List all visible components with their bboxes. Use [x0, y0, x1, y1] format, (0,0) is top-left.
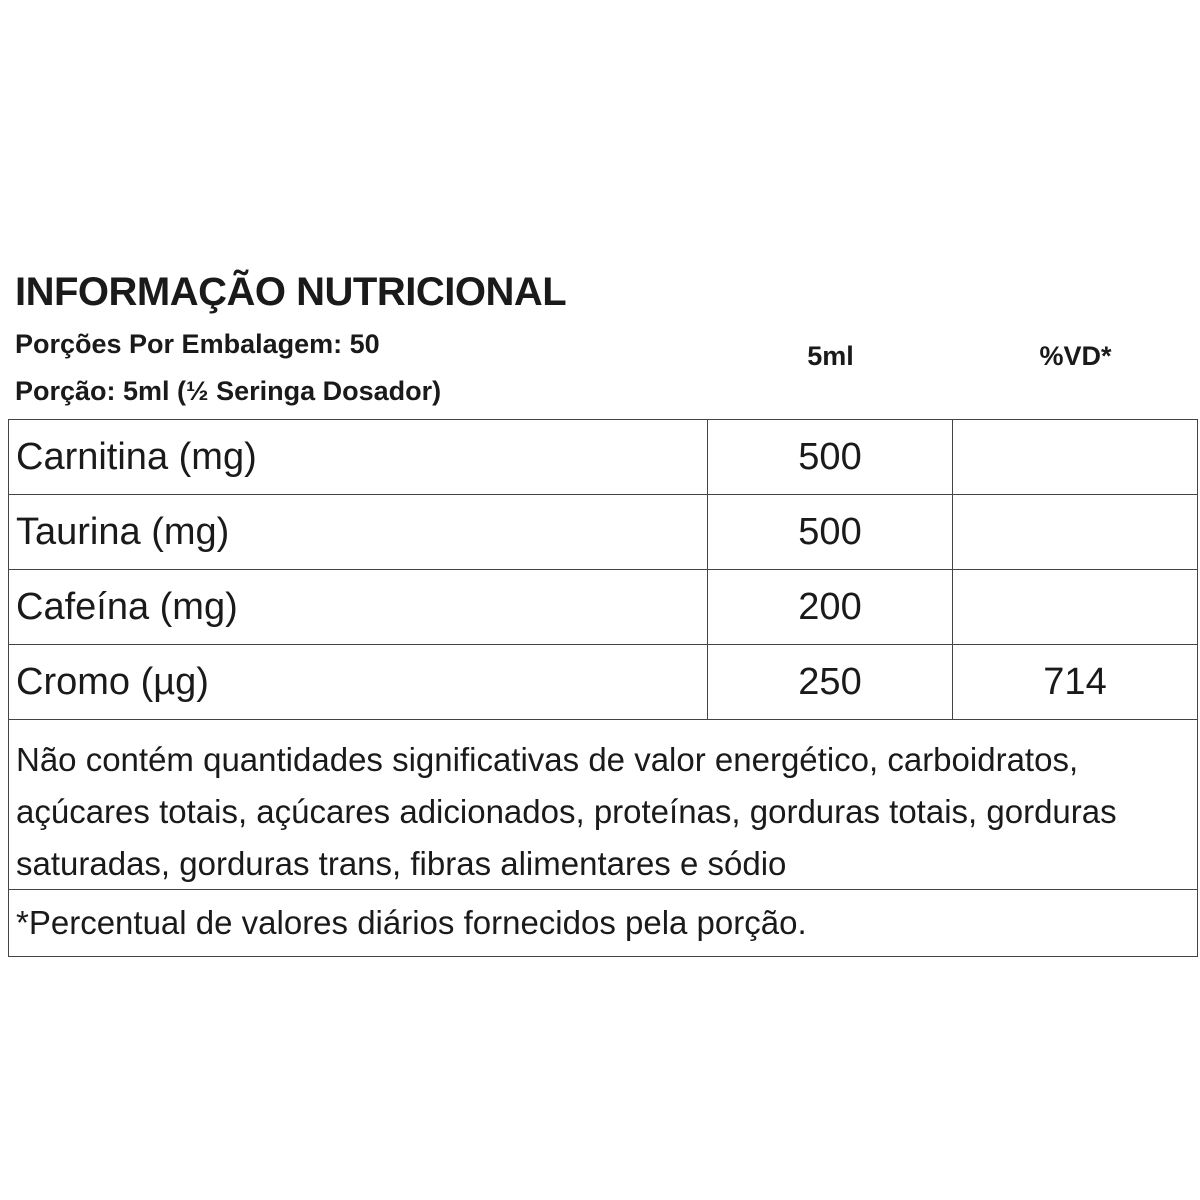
nutrient-amount: 250	[708, 645, 953, 719]
servings-per-package: Porções Por Embalagem: 50	[15, 329, 380, 359]
nutrient-amount: 200	[708, 570, 953, 644]
nutrient-daily-value	[953, 570, 1197, 644]
nutrient-name: Taurina (mg)	[9, 495, 708, 569]
table-row	[9, 495, 1197, 570]
nutrient-daily-value	[953, 495, 1197, 569]
insignificant-amounts-notice: Não contém quantidades significativas de valor energético, carboidratos, açúcares totais, açúcares adicionados, proteínas, gorduras totais, gorduras saturadas, gorduras trans, fibras alimentares e sódio	[9, 720, 1197, 890]
column-header-amount: 5ml	[807, 341, 854, 371]
nutrient-daily-value: 714	[1043, 661, 1107, 703]
nutrient-name: Cafeína (mg)	[9, 570, 708, 644]
column-header-daily-value: %VD*	[1039, 341, 1112, 371]
nutrition-table	[8, 419, 1198, 957]
table-row	[9, 420, 1197, 495]
nutrient-amount: 500	[708, 420, 953, 494]
nutrient-daily-value	[953, 420, 1197, 494]
nutrient-name: Carnitina (mg)	[9, 420, 708, 494]
serving-size: Porção: 5ml (½ Seringa Dosador)	[15, 376, 442, 406]
label-title: INFORMAÇÃO NUTRICIONAL	[15, 270, 567, 314]
nutrient-name: Cromo (µg)	[9, 645, 708, 719]
daily-value-footnote: *Percentual de valores diários fornecidos pela porção.	[16, 904, 807, 941]
table-row	[9, 570, 1197, 645]
nutrient-amount: 500	[708, 495, 953, 569]
table-row	[9, 645, 1197, 720]
